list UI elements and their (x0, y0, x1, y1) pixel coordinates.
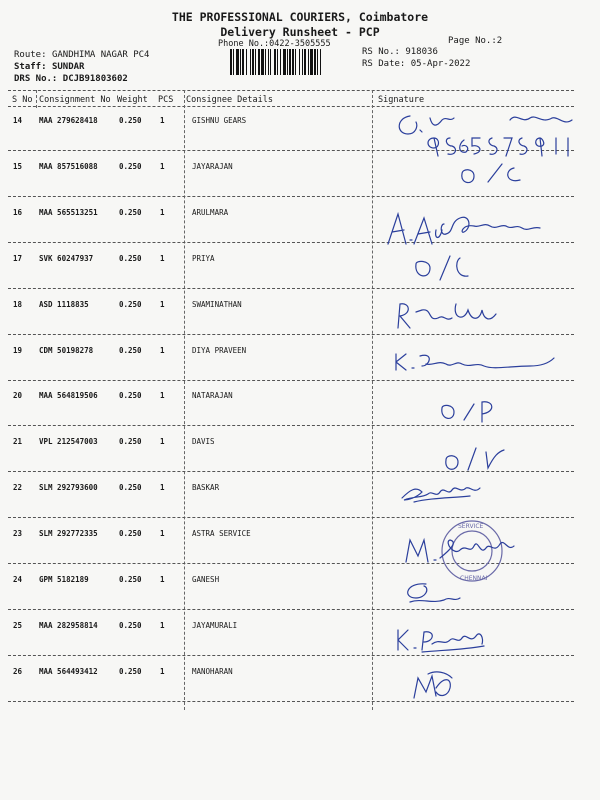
row-consignee: DIYA PRAVEEN (192, 346, 247, 355)
svg-text:SERVICE: SERVICE (458, 523, 484, 530)
route-line (14, 50, 149, 60)
signature-18 (392, 298, 502, 332)
row-consignment: CDM 50198278 (39, 346, 94, 355)
row-consignment: MAA 564819506 (39, 391, 98, 400)
row-consignee: BASKAR (192, 483, 220, 492)
row-pcs: 1 (160, 529, 165, 538)
barcode-icon (230, 49, 362, 75)
row-pcs: 1 (160, 116, 165, 125)
row-sno: 18 (13, 300, 23, 309)
rs-number: RS No.: 918036 (362, 47, 438, 57)
row-pcs: 1 (160, 300, 165, 309)
row-sno: 24 (13, 575, 23, 584)
row-consignee: MANOHARAN (192, 667, 233, 676)
row-sno: 26 (13, 667, 23, 676)
row-consignee: GISHNU GEARS (192, 116, 247, 125)
signature-22 (396, 478, 492, 506)
route-label: Route: (14, 50, 47, 60)
row-weight: 0.250 (119, 483, 142, 492)
consignee-column-divider (184, 90, 185, 710)
rs-date: RS Date: 05-Apr-2022 (362, 59, 471, 69)
staff-label: Staff: (14, 62, 47, 72)
row-sno: 17 (13, 254, 23, 263)
row-pcs: 1 (160, 667, 165, 676)
row-divider (8, 701, 574, 702)
row-consignment: VPL 212547003 (39, 437, 98, 446)
row-consignee: JAYARAJAN (192, 162, 233, 171)
row-pcs: 1 (160, 621, 165, 630)
signature-19 (390, 348, 560, 376)
row-consignment: MAA 857516088 (39, 162, 98, 171)
phone-number: Phone No.:0422-3505555 (218, 39, 331, 49)
signature-17 (410, 250, 480, 286)
row-sno: 25 (13, 621, 23, 630)
col-sno: S No (12, 95, 33, 105)
header-top-rule (8, 90, 574, 91)
row-consignee: SWAMINATHAN (192, 300, 242, 309)
route-value: GANDHIMA NAGAR PC4 (51, 50, 150, 60)
row-consignment: MAA 282958814 (39, 621, 98, 630)
company-title: THE PROFESSIONAL COURIERS, Coimbatore (171, 10, 429, 24)
col-pcs: PCS (158, 95, 174, 105)
row-pcs: 1 (160, 254, 165, 263)
row-pcs: 1 (160, 162, 165, 171)
row-sno: 15 (13, 162, 23, 171)
header-bottom-rule (8, 106, 574, 107)
row-weight: 0.250 (119, 575, 142, 584)
row-consignee: GANESH (192, 575, 220, 584)
drs-value: DCJB91803602 (62, 74, 128, 84)
row-consignee: ARULMARA (192, 208, 229, 217)
row-pcs: 1 (160, 208, 165, 217)
row-divider (8, 288, 574, 289)
row-consignee: ASTRA SERVICE (192, 529, 251, 538)
drs-line (14, 74, 128, 84)
row-pcs: 1 (160, 437, 165, 446)
signature-14 (392, 108, 582, 158)
col-signature: Signature (378, 95, 425, 105)
row-divider (8, 380, 574, 381)
row-sno: 21 (13, 437, 23, 446)
row-consignment: SVK 60247937 (39, 254, 94, 263)
row-consignment: MAA 279628418 (39, 116, 98, 125)
row-consignment: MAA 564493412 (39, 667, 98, 676)
row-weight: 0.250 (119, 529, 142, 538)
row-pcs: 1 (160, 391, 165, 400)
signature-16 (380, 200, 550, 248)
row-sno: 22 (13, 483, 23, 492)
row-pcs: 1 (160, 483, 165, 492)
row-divider (8, 334, 574, 335)
page-number: Page No.:2 (448, 36, 503, 46)
row-consignee: JAYAMURALI (192, 621, 238, 630)
row-sno: 16 (13, 208, 23, 217)
signature-24 (396, 578, 466, 608)
row-sno: 23 (13, 529, 23, 538)
row-weight: 0.250 (119, 667, 142, 676)
row-weight: 0.250 (119, 162, 142, 171)
row-weight: 0.250 (119, 437, 142, 446)
row-divider (8, 609, 574, 610)
row-weight: 0.250 (119, 346, 142, 355)
row-weight: 0.250 (119, 116, 142, 125)
signature-25 (392, 622, 492, 656)
row-consignment: ASD 1118835 (39, 300, 89, 309)
signature-21 (440, 442, 510, 476)
col-consignment: Consignment No (39, 95, 111, 105)
row-weight: 0.250 (119, 208, 142, 217)
sno-column-divider (36, 90, 37, 108)
row-pcs: 1 (160, 575, 165, 584)
row-weight: 0.250 (119, 254, 142, 263)
signature-20 (436, 396, 506, 426)
staff-line (14, 62, 84, 72)
signature-15 (454, 160, 544, 190)
runsheet-subtitle: Delivery Runsheet - PCP (220, 25, 380, 39)
signature-column-divider (372, 90, 373, 710)
row-weight: 0.250 (119, 391, 142, 400)
signature-23 (400, 532, 520, 572)
drs-label: DRS No.: (14, 74, 58, 84)
row-sno: 19 (13, 346, 23, 355)
row-consignment: MAA 565513251 (39, 208, 98, 217)
row-divider (8, 196, 574, 197)
signature-26 (406, 668, 466, 708)
row-consignment: GPM 5182189 (39, 575, 89, 584)
svg-text:CHENNAI: CHENNAI (460, 575, 488, 582)
row-weight: 0.250 (119, 300, 142, 309)
row-consignee: PRIYA (192, 254, 215, 263)
row-sno: 20 (13, 391, 23, 400)
row-consignment: SLM 292793600 (39, 483, 98, 492)
row-sno: 14 (13, 116, 23, 125)
row-consignment: SLM 292772335 (39, 529, 98, 538)
col-consignee: Consignee Details (186, 95, 273, 105)
row-consignee: NATARAJAN (192, 391, 233, 400)
col-weight: Weight (117, 95, 148, 105)
row-consignee: DAVIS (192, 437, 215, 446)
row-weight: 0.250 (119, 621, 142, 630)
staff-value: SUNDAR (51, 62, 85, 72)
row-pcs: 1 (160, 346, 165, 355)
